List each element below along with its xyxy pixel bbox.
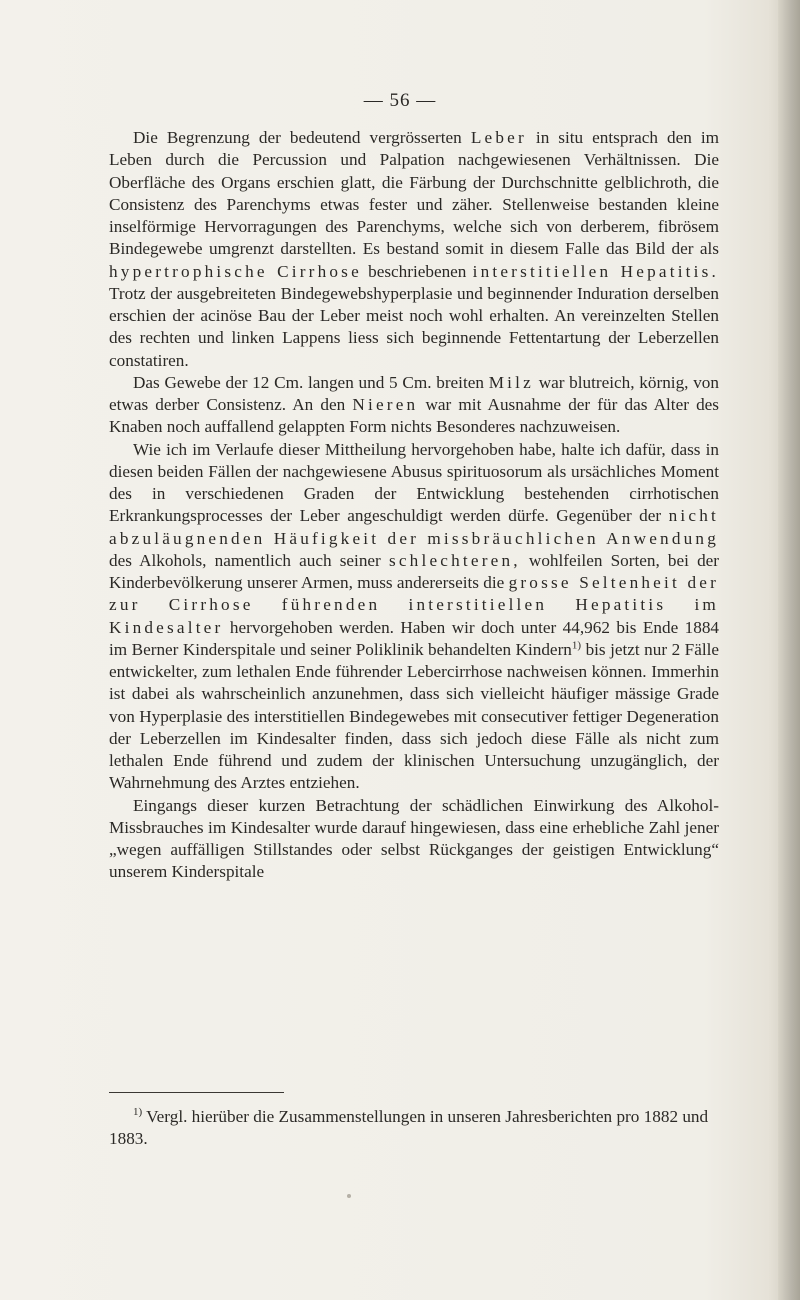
body-text <box>109 127 719 884</box>
text-run: wohlfeilen Sorten, bei der Kinderbevölkerung unserer Armen, muss andererseits die <box>109 550 720 592</box>
text-run: des Alkohols, namentlich auch seiner <box>109 550 381 570</box>
text-run: Die Begrenzung der bedeutend vergrösserten <box>133 128 462 147</box>
text-run: war mit Ausnahme der für das Alter des Knaben noch auffallend gelappten Form nichts Besonderes nachzuweisen. <box>109 395 719 437</box>
paragraph-liver <box>109 127 719 372</box>
emphasis-leber: Leber <box>470 128 527 147</box>
text-run: Das Gewebe der 12 Cm. langen und 5 Cm. breiten <box>133 372 484 392</box>
page-number: — 56 — <box>363 90 437 111</box>
emphasis-cirrhose: hypertrophische Cirrhose <box>109 261 362 281</box>
emphasis-milz: Milz <box>488 372 534 392</box>
page-edge-shadow <box>778 0 800 1300</box>
text-run: Trotz der ausgebreiteten Bindegewebshyperplasie und beginnender Induration derselben erschien der acinöse Bau der Leber meist noch wohl erhalten. An vereinzelten Stellen des rechten und linken Lappens liess sich beginnende Fettentartung der Leberzellen constatiren. <box>109 283 719 370</box>
footnote-divider <box>109 1092 284 1093</box>
emphasis-schlechteren: schlechteren, <box>388 550 521 570</box>
emphasis-haeufigkeit: nicht abzuläugnenden Häufigkeit der missbräuchlichen Anwendung <box>109 506 720 548</box>
footnote-reference: 1) <box>571 639 582 652</box>
footnote <box>109 1106 719 1150</box>
emphasis-hepatitis: interstitiellen Hepatitis. <box>472 261 720 281</box>
paper-speck <box>347 1194 351 1198</box>
paragraph-spleen-kidneys <box>109 372 719 439</box>
footnote-text: Vergl. hierüber die Zusammenstellungen in unseren Jahresberichten pro 1882 und 1883. <box>109 1107 709 1148</box>
emphasis-nieren: Nieren <box>352 395 419 414</box>
text-run: war blutreich, körnig, von etwas derber Consistenz. An den <box>109 372 719 414</box>
text-run: hervorgehoben werden. Haben wir doch unter 44,962 bis Ende 1884 im Berner Kinderspitale und seiner Poliklinik behandelten Kindern <box>109 617 720 659</box>
text-run: beschriebenen <box>368 261 467 281</box>
paragraph-closing: Eingangs dieser kurzen Betrachtung der schädlichen Einwirkung des Alkohol-Missbrauches im Kindesalter wurde darauf hingewiesen, dass eine erhebliche Zahl jener „wegen auffälligen Stillstandes oder selbst Rückganges der geistigen Entwicklung“ unserem Kinderspitale <box>109 795 719 882</box>
paragraph-discussion <box>109 439 719 795</box>
text-run: Wie ich im Verlaufe dieser Mittheilung hervorgehoben habe, halte ich dafür, dass in diesen beiden Fällen der nachgewiesene Abusus spirituosorum als ursächliches Moment des in verschiedenen Graden der Entwicklung bestehenden cirrhotischen Erkrankungsprocesses der Leber angeschuldigt werden dürfe. Gegenüber der <box>109 439 719 526</box>
emphasis-seltenheit: grosse Seltenheit der zur Cirrhose führenden interstitiellen Hepatitis im Kindesalter <box>109 573 719 637</box>
text-run: in situ entsprach den im Leben durch die Percussion und Palpation nachgewiesenen Verhältnissen. Die Oberfläche des Organs erschien glatt, die Färbung der Durchschnitte gelblichroth, die Consistenz des Parenchyms etwas fester und zäher. Stellenweise bestanden kleine inselförmige Hervorragungen des Parenchyms, welche sich von derberem, fibrösem Bindegewebe umgrenzt darstellten. Es bestand somit in diesem Falle das Bild der als <box>109 128 720 259</box>
footnote-mark: 1) <box>133 1106 143 1119</box>
text-run: bis jetzt nur 2 Fälle entwickelter, zum lethalen Ende führender Lebercirrhose nachweisen können. Immerhin ist dabei als wahrscheinlich anzunehmen, dass sich vielleicht häufiger mässige Grade von Hyperplasie des interstitiellen Bindegewebes mit consecutiver fettiger Degeneration der Leberzellen im Kindesalter finden, dass sich jedoch diese Fälle als nicht zum lethalen Ende führend und zudem der klinischen Untersuchung unzugänglich, der Wahrnehmung des Arztes entziehen. <box>109 639 720 793</box>
